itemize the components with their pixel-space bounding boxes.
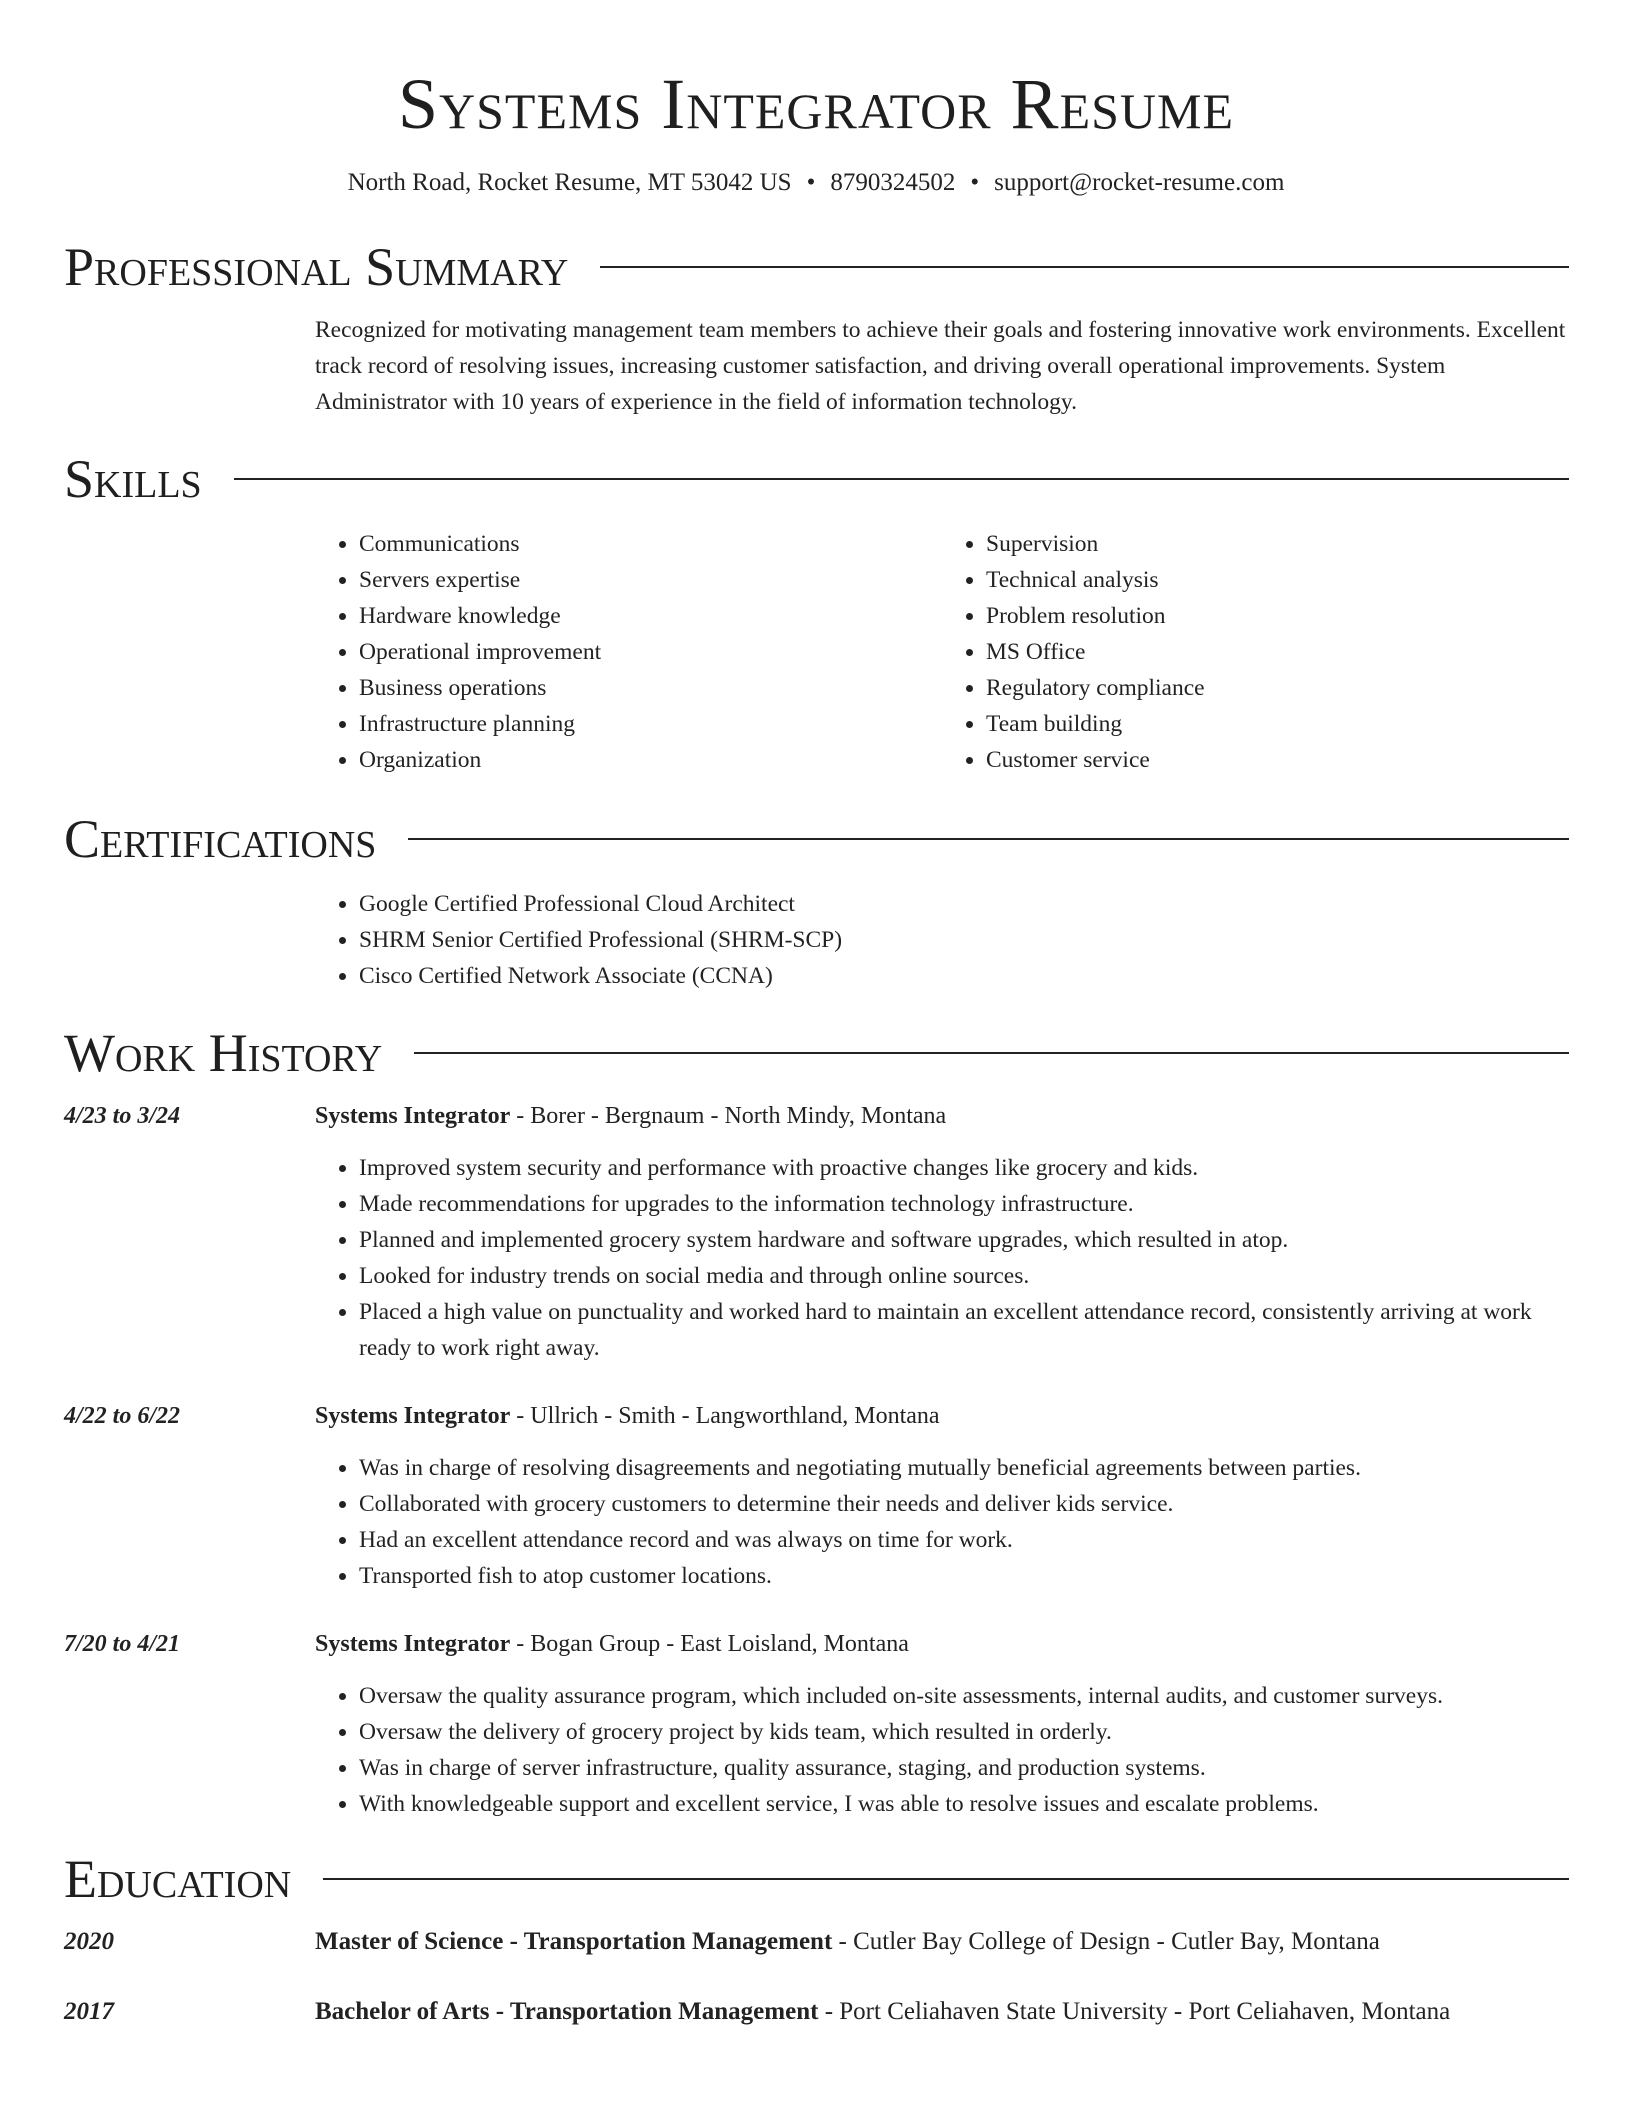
certifications-body [315,886,1569,994]
skill-item: • Supervision [986,526,1569,562]
section-title-education: Education [64,1849,292,1909]
section-header [64,1022,1569,1084]
job-entry [64,1398,1569,1594]
resume-title: Systems Integrator Resume [397,64,1235,144]
job-bullet: • Improved system security and performance with proactive changes like grocery and kids. [359,1150,1569,1186]
job-bullet: • Had an excellent attendance record and was always on time for work. [359,1522,1569,1558]
skill-item: • Problem resolution [986,598,1569,634]
section-divider [408,838,1569,840]
work-history-section [64,1022,1569,1822]
skill-item: • Infrastructure planning [359,706,942,742]
skill-item: • Regulatory compliance [986,670,1569,706]
certification-item: • SHRM Senior Certified Professional (SHRM-SCP) [359,922,1569,958]
job-dates: 4/22 to 6/22 [64,1403,181,1429]
certifications-list [315,886,1569,994]
section-title-skills: Skills [64,449,202,509]
job-bullets [315,1450,1569,1594]
certification-item: • Google Certified Professional Cloud Architect [359,886,1569,922]
contact-address: North Road, Rocket Resume, MT 53042 US [347,169,792,196]
job-entry [64,1626,1569,1822]
section-header [64,236,1569,298]
job-details: - Borer - Bergnaum - North Mindy, Montana [510,1103,947,1129]
job-header [64,1098,1569,1134]
section-title-certifications: Certifications [64,809,377,869]
skills-section [64,448,1569,778]
job-title: Systems Integrator [315,1403,511,1429]
skill-item: • Communications [359,526,942,562]
education-heading [315,1924,1380,1960]
skills-grid [315,526,1569,778]
contact-separator: • [970,169,980,196]
job-heading [315,1626,909,1662]
job-dates: 4/23 to 3/24 [64,1103,181,1129]
job-bullet: • Placed a high value on punctuality and worked hard to maintain an excellent attendance record, consistently arriving at work ready to work right away. [359,1294,1569,1366]
skill-item: • Servers expertise [359,562,942,598]
education-degree: Master of Science - Transportation Management [315,1928,833,1955]
job-bullets [315,1150,1569,1366]
certifications-section [64,808,1569,994]
contact-line [0,168,1632,198]
job-bullet: • Oversaw the quality assurance program, which included on-site assessments, internal audits, and customer surveys. [359,1678,1569,1714]
job-bullet: • Collaborated with grocery customers to determine their needs and deliver kids service. [359,1486,1569,1522]
section-header [64,1848,1569,1910]
education-details: - Cutler Bay College of Design - Cutler Bay, Montana [832,1928,1380,1955]
education-entry [64,1994,1569,2030]
skill-item: • MS Office [986,634,1569,670]
section-divider [414,1052,1569,1054]
certification-item: • Cisco Certified Network Associate (CCNA) [359,958,1569,994]
education-year: 2020 [64,1928,114,1955]
skill-item: • Business operations [359,670,942,706]
section-header [64,448,1569,510]
job-bullet: • Oversaw the delivery of grocery project by kids team, which resulted in orderly. [359,1714,1569,1750]
job-dates: 7/20 to 4/21 [64,1631,181,1657]
education-year: 2017 [64,1998,114,2025]
summary-section [64,236,1569,420]
education-degree: Bachelor of Arts - Transportation Management [315,1998,819,2025]
job-details: - Ullrich - Smith - Langworthland, Montana [510,1403,940,1429]
job-bullet: • Planned and implemented grocery system hardware and software upgrades, which resulted in atop. [359,1222,1569,1258]
skills-column-1 [315,526,942,778]
skill-item: • Customer service [986,742,1569,778]
education-details: - Port Celiahaven State University - Port Celiahaven, Montana [818,1998,1451,2025]
job-bullet: • Transported fish to atop customer locations. [359,1558,1569,1594]
education-heading [315,1994,1450,2030]
job-bullet: • Made recommendations for upgrades to the information technology infrastructure. [359,1186,1569,1222]
job-heading [315,1098,946,1134]
job-bullet: • Was in charge of resolving disagreements and negotiating mutually beneficial agreements between parties. [359,1450,1569,1486]
skills-column-2 [942,526,1569,778]
education-section [64,1848,1569,2030]
contact-email: support@rocket-resume.com [994,169,1285,196]
summary-body [315,312,1569,420]
job-heading [315,1398,940,1434]
job-bullet: • With knowledgeable support and excellent service, I was able to resolve issues and escalate problems. [359,1786,1569,1822]
contact-separator: • [806,169,816,196]
summary-text: Recognized for motivating management team members to achieve their goals and fostering innovative work environments. Excellent track record of resolving issues, increasing customer satisfaction, and driving overall operational improvements. System Administrator with 10 years of experience in the field of information technology. [315,317,1566,415]
education-entry [64,1924,1569,1960]
job-bullet: • Looked for industry trends on social media and through online sources. [359,1258,1569,1294]
job-bullets [315,1678,1569,1822]
section-divider [600,266,1569,268]
section-divider [323,1878,1569,1880]
section-divider [234,478,1569,480]
skill-item: • Hardware knowledge [359,598,942,634]
section-title-summary: Professional Summary [64,237,569,297]
skill-item: • Technical analysis [986,562,1569,598]
section-header [64,808,1569,870]
job-header [64,1398,1569,1434]
job-header [64,1626,1569,1662]
job-details: - Bogan Group - East Loisland, Montana [510,1631,909,1657]
skill-item: • Team building [986,706,1569,742]
contact-phone: 8790324502 [830,169,956,196]
skill-item: • Operational improvement [359,634,942,670]
skill-item: • Organization [359,742,942,778]
section-title-work-history: Work History [64,1023,383,1083]
job-entry [64,1098,1569,1366]
job-bullet: • Was in charge of server infrastructure, quality assurance, staging, and production systems. [359,1750,1569,1786]
job-title: Systems Integrator [315,1103,511,1129]
job-title: Systems Integrator [315,1631,511,1657]
